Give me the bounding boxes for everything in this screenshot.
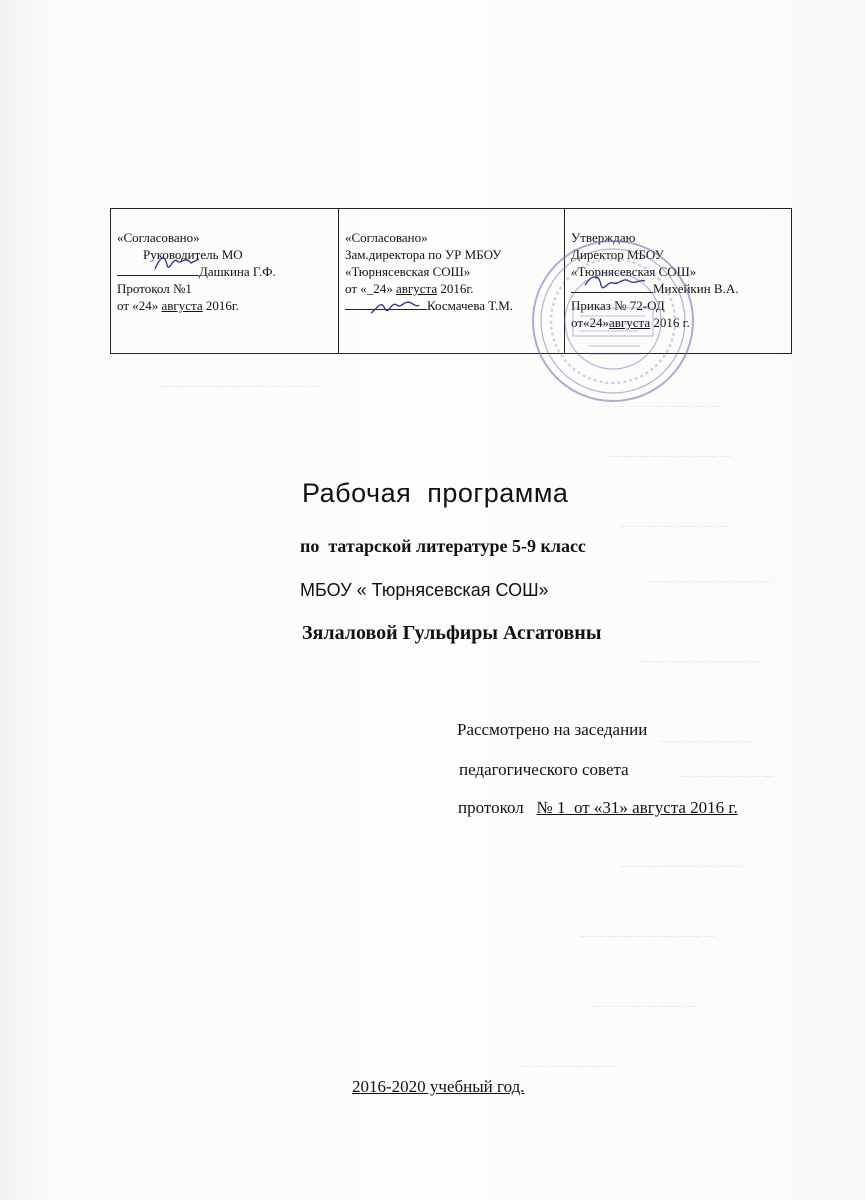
mo-signature [151, 251, 203, 275]
review-protocol-value: № 1 от «31» августа 2016 г. [536, 798, 738, 817]
academic-year: 2016-2020 учебный год. [352, 1077, 525, 1096]
review-line-1: Рассмотрено на заседании [457, 720, 648, 739]
mo-date: от «24» августа 2016г. [117, 298, 240, 313]
bleed-through-text: — — — — — — — — — [600, 400, 721, 412]
bleed-through-text: — — — — — — — [680, 770, 774, 782]
mo-signature-line [117, 263, 332, 280]
mo-role: Руководитель МО [143, 247, 243, 262]
official-stamp-icon [528, 236, 698, 406]
document-teacher: Зялаловой Гульфиры Асгатовны [302, 622, 602, 644]
mo-name: Дашкина Г.Ф. [199, 264, 276, 279]
deputy-signature [369, 293, 421, 317]
director-school: «Тюрнясевская СОШ» [571, 264, 697, 279]
bleed-through-text: — — — — — — — — — [640, 655, 761, 667]
document-school: МБОУ « Тюрнясевская СОШ» [300, 580, 549, 600]
bleed-through-text: — — — — — — — — — — [580, 930, 715, 942]
deputy-role: Зам.директора по УР МБОУ [345, 247, 502, 262]
bleed-through-text: — — — — — — — — [620, 520, 728, 532]
approval-cell-mo [111, 209, 338, 353]
document-subject: по татарской литературе 5-9 класс [300, 536, 586, 556]
deputy-name: Космачева Т.М. [427, 298, 513, 313]
director-order: Приказ № 72-ОД [571, 298, 665, 313]
review-protocol: протокол № 1 от «31» августа 2016 г. [458, 798, 738, 817]
director-name: Михейкин В.А. [653, 281, 739, 296]
deputy-date: от «_24» августа 2016г. [345, 281, 474, 296]
review-line-2: педагогического совета [459, 760, 629, 779]
director-role: Директор МБОУ [571, 247, 664, 262]
bleed-through-text: — — — — — — — — [590, 1000, 698, 1012]
director-heading: Утверждаю [571, 230, 636, 245]
bleed-through-text: — — — — — — — — — — — — [160, 380, 323, 392]
mo-heading: «Согласовано» [117, 230, 200, 245]
document-title: Рабочая программа [302, 478, 569, 508]
director-date: от«24»августа 2016 г. [571, 315, 690, 330]
mo-protocol: Протокол №1 [117, 281, 192, 296]
deputy-school: «Тюрнясевская СОШ» [345, 264, 471, 279]
deputy-heading: «Согласовано» [345, 230, 428, 245]
bleed-through-text: — — — — — — — [660, 735, 754, 747]
bleed-through-text: — — — — — — — — — [610, 450, 731, 462]
bleed-through-text: — — — — — — — [520, 1060, 614, 1072]
bleed-through-text: — — — — — — — — — [650, 575, 771, 587]
bleed-through-text: — — — — — — — — — [620, 860, 741, 872]
